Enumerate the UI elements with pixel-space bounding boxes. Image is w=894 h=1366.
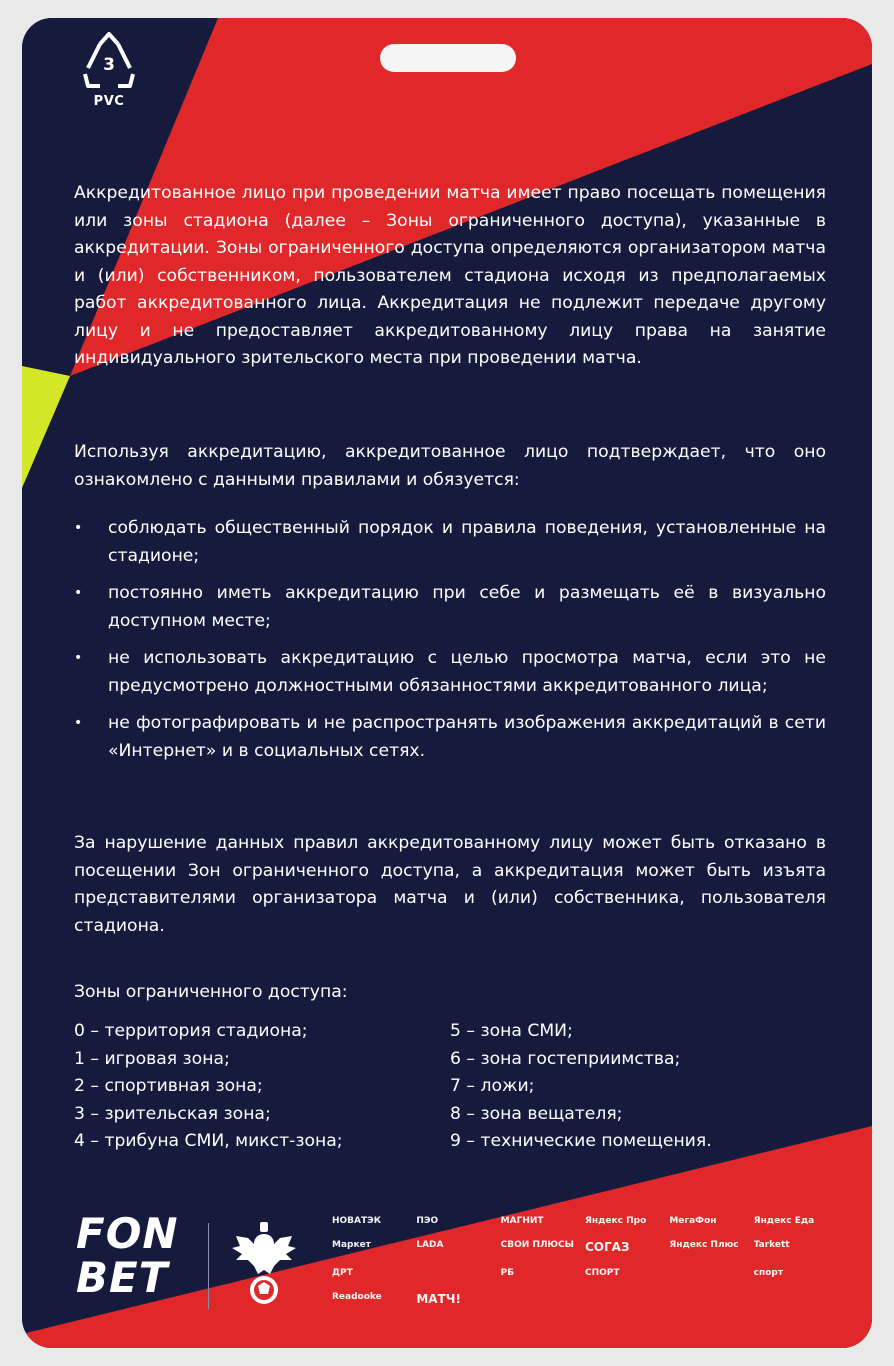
zone-item: 5 – зона СМИ; [450,1021,573,1041]
zone-item: 6 – зона гостеприимства; [450,1048,681,1069]
zone-item: 1 – игровая зона; [74,1048,230,1069]
zone-item: 3 – зрительская зона; [74,1103,271,1124]
sponsor-logo: Яндекс Про [585,1216,647,1226]
fonbet-logo-line1: FON [76,1209,179,1258]
accreditation-card [22,18,872,1348]
sponsor-logo: Яндекс Еда [753,1216,815,1226]
lanyard-slot [380,44,516,72]
zones-right-column [450,1018,826,1156]
federation-emblem-icon [228,1214,300,1314]
sponsor-logo: LADA [416,1240,444,1250]
zone-item: 4 – трибуна СМИ, микст-зона; [74,1131,343,1151]
zone-item: 9 – технические помещения. [450,1131,712,1151]
rule-item: • соблюдать общественный порядок и правила поведения, установленные на стадионе; [74,515,826,570]
sponsor-logos [332,1216,832,1306]
recycle-icon [78,30,140,92]
rule-item: • постоянно иметь аккредитацию при себе и размещать её в визуально доступном месте; [74,580,826,635]
sponsor-logo: спорт [753,1268,784,1278]
zones-title: Зоны ограниченного доступа: [74,982,348,1002]
violation-paragraph: За нарушение данных правил аккредитованному лицу может быть отказано в посещении Зон ограниченного доступа, а аккредитация может быть изъята представителями организатора матча и (или) собственника, пользователя стадиона. [74,833,826,936]
sponsor-logo: Маркет [332,1240,371,1250]
intro-paragraph: Аккредитованное лицо при проведении матча имеет право посещать помещения или зоны стадиона (далее – Зоны ограниченного доступа), указанные в аккредитации. Зоны ограниченного доступа определяются организатором матча и (или) собственником, пользователем стадиона исходя из предполагаемых работ аккредитованного лица. Аккредитация не подлежит передаче другому лицу и не предоставляет аккредитованному лицу права на занятие индивидуального зрительского места при проведении матча. [74,183,826,368]
sponsor-logo: НОВАТЭК [332,1216,382,1226]
zone-item: 7 – ложи; [450,1076,535,1096]
fonbet-logo-line2: BET [76,1253,169,1302]
zones-left-column [74,1018,450,1156]
sponsor-logo: МАТЧ! [416,1292,461,1306]
sponsor-logo: ПЭО [416,1216,439,1226]
rules-list [74,515,826,765]
zone-item: 2 – спортивная зона; [74,1076,263,1096]
sponsor-logo: МАГНИТ [500,1216,544,1226]
zone-item: 0 – территория стадиона; [74,1021,308,1041]
sponsor-logo: ДРТ [332,1268,353,1278]
consent-paragraph: Используя аккредитацию, аккредитованное лицо подтверждает, что оно ознакомлено с данными правилами и обязуется: [74,442,826,490]
footer-divider [208,1223,209,1309]
recycle-symbol [72,30,146,126]
rules-list-container [74,515,826,775]
svg-text:3: 3 [103,55,115,75]
sponsor-logo: Readooke [332,1292,382,1302]
rule-item: • не использовать аккредитацию с целью просмотра матча, если это не предусмотрено должностными обязанностями аккредитованного лица; [74,645,826,700]
sponsor-logo: РБ [500,1268,515,1278]
zone-item: 8 – зона вещателя; [450,1103,623,1124]
sponsor-logo: Яндекс Плюс [669,1240,739,1250]
material-label: PVC [93,94,125,109]
sponsor-logo [416,1268,494,1278]
sponsor-logo: Tarkett [753,1240,790,1250]
sponsor-logo: СПОРТ [585,1268,620,1278]
sponsor-logo: СОГАЗ [585,1240,630,1254]
sponsor-logo: МегаФон [669,1216,717,1226]
sponsor-logo: СВОИ ПЛЮСЫ [500,1240,574,1250]
fonbet-logo [76,1209,179,1302]
rule-item: • не фотографировать и не распространять изображения аккредитаций в сети «Интернет» и в социальных сетях. [74,710,826,765]
zones-list [74,1018,826,1156]
sponsor-logo [669,1268,747,1278]
